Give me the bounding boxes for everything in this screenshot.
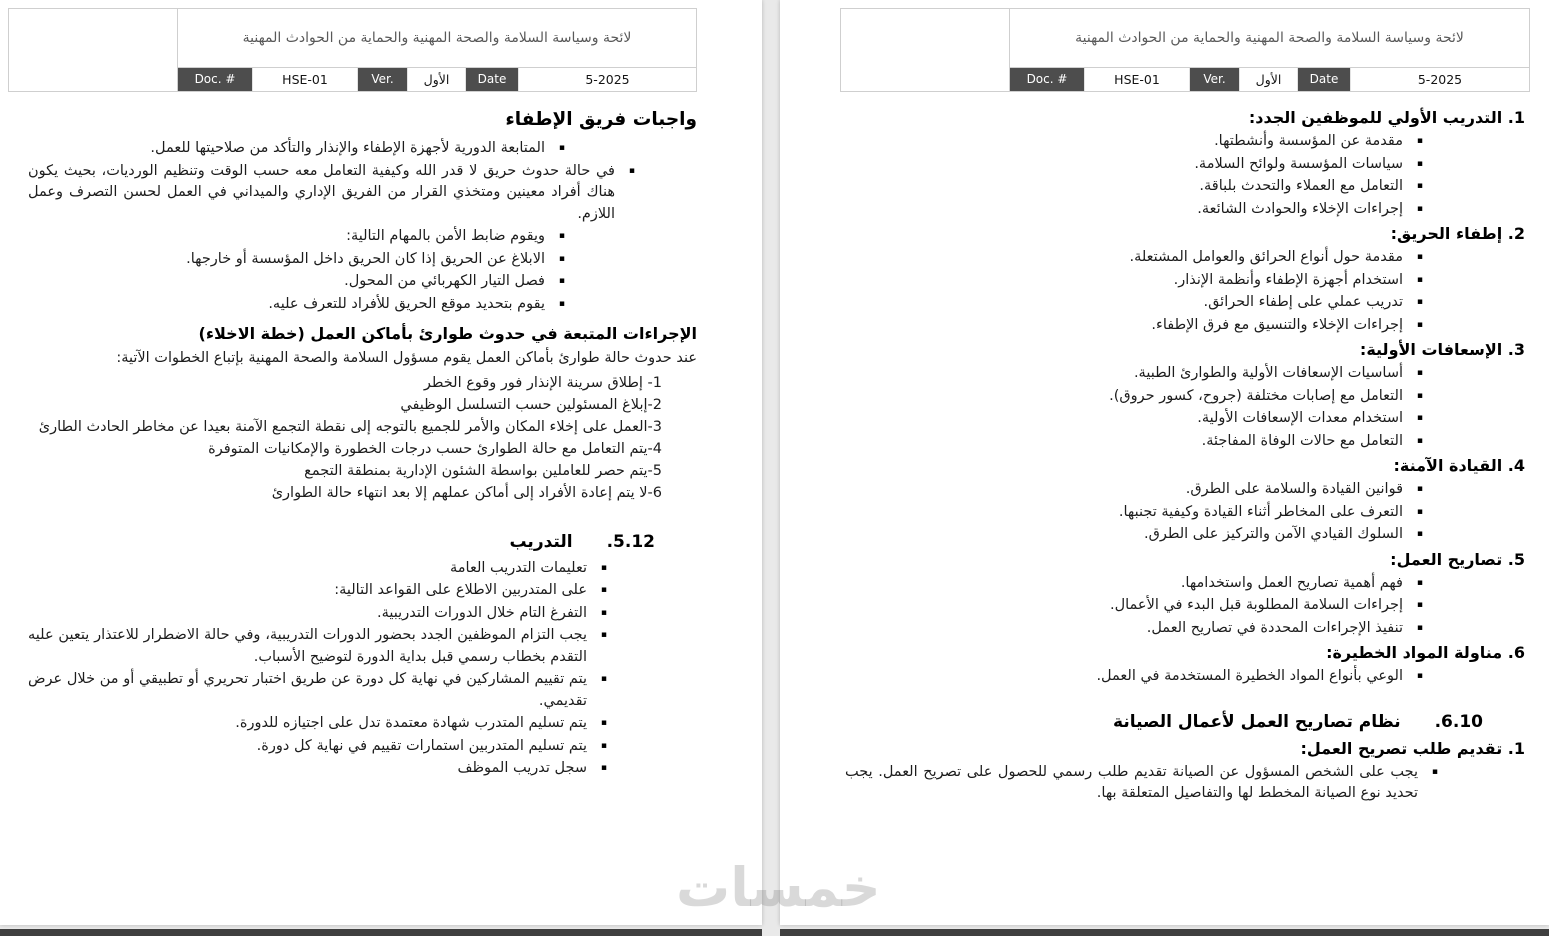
list-item-text: التعامل مع حالات الوفاة المفاجئة. bbox=[1201, 432, 1403, 449]
list-item-text: السلوك القيادي الآمن والتركيز على الطرق. bbox=[1144, 526, 1403, 542]
page-right[interactable] bbox=[780, 0, 1549, 925]
bullet-list bbox=[845, 573, 1525, 640]
bullet-icon: ▪ bbox=[558, 253, 565, 264]
list-item bbox=[28, 226, 567, 248]
bullet-list bbox=[845, 247, 1525, 336]
bullet-list bbox=[28, 558, 697, 780]
bullet-icon: ▪ bbox=[1416, 435, 1423, 446]
bullet-icon: ▪ bbox=[1416, 252, 1423, 262]
bullet-icon: ▪ bbox=[600, 585, 607, 595]
list-item-text: المتابعة الدورية لأجهزة الإطفاء والإنذار والتأكد من صلاحيتها للعمل. bbox=[150, 140, 545, 156]
doc-header-main bbox=[1010, 8, 1530, 92]
doc-header-left bbox=[8, 8, 697, 92]
bullet-icon: ▪ bbox=[558, 143, 565, 153]
list-item-text: تدريب عملي على إطفاء الحرائق. bbox=[1203, 294, 1403, 310]
list-item-text: إجراءات السلامة المطلوبة قبل البدء في الأعمال. bbox=[1109, 597, 1403, 613]
list-item bbox=[845, 199, 1425, 221]
bullet-icon: ▪ bbox=[1416, 181, 1423, 191]
list-item-text: يتم تقييم المشاركين في نهاية كل دورة عن طريق اختبار تحريري أو تطبيقي أو من خلال عرض تقديمي. bbox=[28, 671, 587, 709]
list-item-text: إجراءات الإخلاء والحوادث الشائعة. bbox=[1197, 200, 1403, 217]
section-heading: 3. الإسعافات الأولية: bbox=[1359, 340, 1525, 359]
list-item bbox=[845, 247, 1425, 269]
doc-title: لائحة وسياسة السلامة والصحة المهنية والحماية من الحوادث المهنية bbox=[178, 9, 696, 68]
list-item-text: فهم أهمية تصاريح العمل واستخدامها. bbox=[1180, 574, 1403, 591]
section-heading: 6. مناولة المواد الخطيرة: bbox=[1326, 643, 1525, 662]
list-item bbox=[28, 249, 567, 271]
list-item-text: التفرغ التام خلال الدورات التدريبية. bbox=[377, 604, 587, 621]
logo-placeholder bbox=[840, 8, 1010, 92]
list-item-text: في حالة حدوث حريق لا قدر الله وكيفية التعامل معه حسب الوقت وتنظيم الورديات، بحيث يكون هناك أفراد معينين ومتخذي القرار من الفريق الإداري والميداني في العمل لحسن التصرف وعمل اللازم. bbox=[28, 162, 615, 222]
bullet-icon: ▪ bbox=[1416, 158, 1423, 169]
section-title: نظام تصاريح العمل لأعمال الصيانة bbox=[1113, 711, 1401, 732]
list-item bbox=[845, 573, 1425, 595]
list-item bbox=[28, 713, 609, 735]
list-item bbox=[845, 762, 1440, 805]
list-item-text: فصل التيار الكهربائي من المحول. bbox=[344, 273, 545, 289]
date-label: Date bbox=[465, 68, 518, 91]
list-item-text: سياسات المؤسسة ولوائح السلامة. bbox=[1194, 155, 1403, 172]
list-item-text: يقوم بتحديد موقع الحريق للأفراد للتعرف عليه. bbox=[268, 295, 545, 312]
page-left[interactable] bbox=[0, 0, 762, 925]
section-heading: 1. تقديم طلب تصريح العمل: bbox=[1300, 738, 1525, 758]
bullet-icon: ▪ bbox=[600, 740, 607, 751]
list-item-text: مقدمة حول أنواع الحرائق والعوامل المشتعلة. bbox=[1129, 249, 1403, 265]
bullet-list bbox=[845, 762, 1525, 805]
bullet-icon: ▪ bbox=[1416, 622, 1423, 633]
bullet-list bbox=[845, 131, 1525, 220]
bullet-icon: ▪ bbox=[1416, 413, 1423, 423]
bullet-icon: ▪ bbox=[600, 674, 607, 684]
numbered-step: 2-إبلاغ المسئولين حسب التسلسل الوظيفي bbox=[400, 396, 662, 413]
watermark: خمسات bbox=[676, 856, 881, 919]
numbered-steps bbox=[28, 372, 697, 504]
list-item bbox=[845, 176, 1425, 198]
list-item bbox=[28, 271, 567, 293]
list-item-text: مقدمة عن المؤسسة وأنشطتها. bbox=[1214, 133, 1403, 149]
numbered-step: 3-العمل على إخلاء المكان والأمر للجميع بالتوجه إلى نقطة التجمع الآمنة بعيدا عن مخاطر الحادث الطارئ bbox=[38, 418, 662, 435]
list-item bbox=[28, 669, 609, 712]
bullet-icon: ▪ bbox=[1416, 506, 1423, 517]
section-heading: 5. تصاريح العمل: bbox=[1390, 549, 1525, 569]
bullet-icon: ▪ bbox=[558, 276, 565, 286]
date-value: 5-2025 bbox=[1350, 68, 1529, 91]
version-value: الأول bbox=[407, 68, 465, 91]
list-item-text: أساسيات الإسعافات الأولية والطوارئ الطبية. bbox=[1133, 365, 1403, 381]
list-item bbox=[845, 431, 1425, 453]
doc-header-main bbox=[178, 8, 697, 92]
bullet-list bbox=[845, 363, 1525, 452]
bullet-icon: ▪ bbox=[1416, 136, 1423, 146]
list-item bbox=[845, 479, 1425, 501]
section-heading: 4. القيادة الآمنة: bbox=[1393, 456, 1525, 475]
doc-number-value: HSE-01 bbox=[252, 68, 357, 91]
list-item-text: تنفيذ الإجراءات المحددة في تصاريح العمل. bbox=[1146, 619, 1403, 636]
version-label: Ver. bbox=[357, 68, 407, 91]
doc-header-right bbox=[840, 8, 1530, 92]
list-item-text: سجل تدريب الموظف bbox=[457, 760, 587, 776]
list-item bbox=[845, 154, 1425, 176]
list-item bbox=[845, 386, 1425, 408]
bullet-icon: ▪ bbox=[558, 298, 565, 309]
page-right-body bbox=[845, 104, 1525, 808]
version-label: Ver. bbox=[1189, 68, 1239, 91]
list-item-text: تعليمات التدريب العامة bbox=[450, 559, 587, 576]
bullet-icon: ▪ bbox=[600, 718, 607, 728]
doc-number-label: Doc. # bbox=[178, 68, 252, 91]
numbered-step: 1- إطلاق سرينة الإنذار فور وقوع الخطر bbox=[423, 374, 662, 391]
list-item bbox=[845, 408, 1425, 430]
list-item bbox=[845, 666, 1425, 688]
list-item bbox=[28, 138, 567, 160]
list-item bbox=[28, 161, 637, 226]
list-item bbox=[28, 294, 567, 316]
list-item bbox=[845, 131, 1425, 153]
list-item bbox=[28, 580, 609, 602]
version-value: الأول bbox=[1239, 68, 1297, 91]
bullet-list bbox=[845, 479, 1525, 546]
bullet-icon: ▪ bbox=[1416, 203, 1423, 214]
list-item bbox=[28, 625, 609, 668]
list-item bbox=[845, 618, 1425, 640]
list-item bbox=[28, 736, 609, 758]
list-item bbox=[845, 270, 1425, 292]
next-page-edge-right bbox=[780, 929, 1549, 936]
doc-number-label: Doc. # bbox=[1010, 68, 1084, 91]
bullet-icon: ▪ bbox=[1416, 600, 1423, 610]
list-item-text: التعامل مع العملاء والتحدث بلباقة. bbox=[1199, 178, 1403, 194]
bullet-icon: ▪ bbox=[1416, 529, 1423, 539]
bullet-icon: ▪ bbox=[1416, 297, 1423, 307]
section-heading: الإجراءات المتبعة في حدوث طوارئ بأماكن العمل (خطة الاخلاء) bbox=[198, 324, 697, 343]
list-item-text: استخدام أجهزة الإطفاء وأنظمة الإنذار. bbox=[1173, 271, 1403, 288]
list-item bbox=[28, 758, 609, 780]
paragraph: عند حدوث حالة طوارئ بأماكن العمل يقوم مسؤول السلامة والصحة المهنية بإتباع الخطوات الآتية: bbox=[116, 350, 697, 366]
section-heading: 2. إطفاء الحريق: bbox=[1390, 224, 1525, 243]
bullet-icon: ▪ bbox=[1416, 274, 1423, 285]
doc-meta-row bbox=[1010, 68, 1529, 91]
bullet-icon: ▪ bbox=[600, 630, 607, 640]
bullet-icon: ▪ bbox=[558, 231, 565, 241]
section-heading-numbered bbox=[845, 710, 1525, 734]
list-item bbox=[845, 595, 1425, 617]
bullet-icon: ▪ bbox=[1416, 577, 1423, 588]
date-value: 5-2025 bbox=[518, 68, 696, 91]
list-item-text: إجراءات الإخلاء والتنسيق مع فرق الإطفاء. bbox=[1151, 316, 1403, 333]
bullet-icon: ▪ bbox=[600, 763, 607, 773]
bullet-icon: ▪ bbox=[628, 165, 635, 176]
bullet-icon: ▪ bbox=[600, 607, 607, 618]
list-item-text: استخدام معدات الإسعافات الأولية. bbox=[1197, 410, 1403, 426]
numbered-step: 5-يتم حصر للعاملين بواسطة الشئون الإدارية بمنطقة التجمع bbox=[304, 462, 662, 479]
list-item-text: الوعي بأنواع المواد الخطيرة المستخدمة في العمل. bbox=[1096, 668, 1403, 684]
numbered-step: 4-يتم التعامل مع حالة الطوارئ حسب درجات الخطورة والإمكانيات المتوفرة bbox=[208, 440, 662, 457]
list-item bbox=[28, 603, 609, 625]
section-title: التدريب bbox=[509, 531, 573, 552]
section-heading-numbered bbox=[28, 530, 697, 554]
list-item-text: التعرف على المخاطر أثناء القيادة وكيفية تجنبها. bbox=[1118, 503, 1403, 520]
list-item-text: يجب التزام الموظفين الجدد بحضور الدورات التدريبية، وفي حالة الاضطرار للاعتذار يتعين عليه التقدم بخطاب رسمي قبل بداية الدورة لتوضيح الأسباب. bbox=[28, 627, 587, 665]
logo-placeholder bbox=[8, 8, 178, 92]
bullet-icon: ▪ bbox=[1416, 390, 1423, 401]
doc-number-value: HSE-01 bbox=[1084, 68, 1189, 91]
list-item bbox=[845, 363, 1425, 385]
section-number: 6.10. bbox=[1434, 711, 1483, 732]
numbered-step: 6-لا يتم إعادة الأفراد إلى أماكن عملهم إلا بعد انتهاء حالة الطوارئ bbox=[271, 484, 662, 501]
list-item-text: التعامل مع إصابات مختلفة (جروح، كسور حروق). bbox=[1109, 387, 1403, 404]
bullet-icon: ▪ bbox=[1416, 319, 1423, 330]
bullet-icon: ▪ bbox=[600, 562, 607, 573]
list-item-text: الابلاغ عن الحريق إذا كان الحريق داخل المؤسسة أو خارجها. bbox=[186, 250, 545, 267]
bullet-icon: ▪ bbox=[1416, 368, 1423, 378]
section-number: 5.12. bbox=[606, 531, 655, 552]
list-item bbox=[845, 315, 1425, 337]
date-label: Date bbox=[1297, 68, 1350, 91]
page-left-body bbox=[28, 104, 697, 783]
bullet-icon: ▪ bbox=[1416, 484, 1423, 494]
next-page-edge-left bbox=[0, 929, 762, 936]
bullet-icon: ▪ bbox=[1416, 671, 1423, 681]
doc-title: لائحة وسياسة السلامة والصحة المهنية والحماية من الحوادث المهنية bbox=[1010, 9, 1529, 68]
list-item-text: على المتدربين الاطلاع على القواعد التالية: bbox=[334, 582, 587, 598]
list-item bbox=[845, 502, 1425, 524]
list-item bbox=[28, 558, 609, 580]
list-item-text: يتم تسليم المتدرب شهادة معتمدة تدل على اجتيازه للدورة. bbox=[235, 715, 587, 731]
bullet-list bbox=[845, 666, 1525, 688]
section-heading: 1. التدريب الأولي للموظفين الجدد: bbox=[1248, 108, 1525, 127]
list-item-text: قوانين القيادة والسلامة على الطرق. bbox=[1185, 481, 1403, 497]
list-item-text: يجب على الشخص المسؤول عن الصيانة تقديم طلب رسمي للحصول على تصريح العمل. يجب تحديد نوع الصيانة المخطط لها والتفاصيل المتعلقة بها. bbox=[845, 763, 1418, 801]
list-item bbox=[845, 292, 1425, 314]
bullet-icon: ▪ bbox=[1431, 766, 1438, 777]
list-item bbox=[845, 524, 1425, 546]
list-item-text: ويقوم ضابط الأمن بالمهام التالية: bbox=[346, 228, 545, 244]
doc-meta-row bbox=[178, 68, 696, 91]
section-heading: واجبات فريق الإطفاء bbox=[505, 109, 697, 130]
bullet-list bbox=[28, 138, 697, 315]
list-item-text: يتم تسليم المتدربين استمارات تقييم في نهاية كل دورة. bbox=[256, 737, 587, 754]
